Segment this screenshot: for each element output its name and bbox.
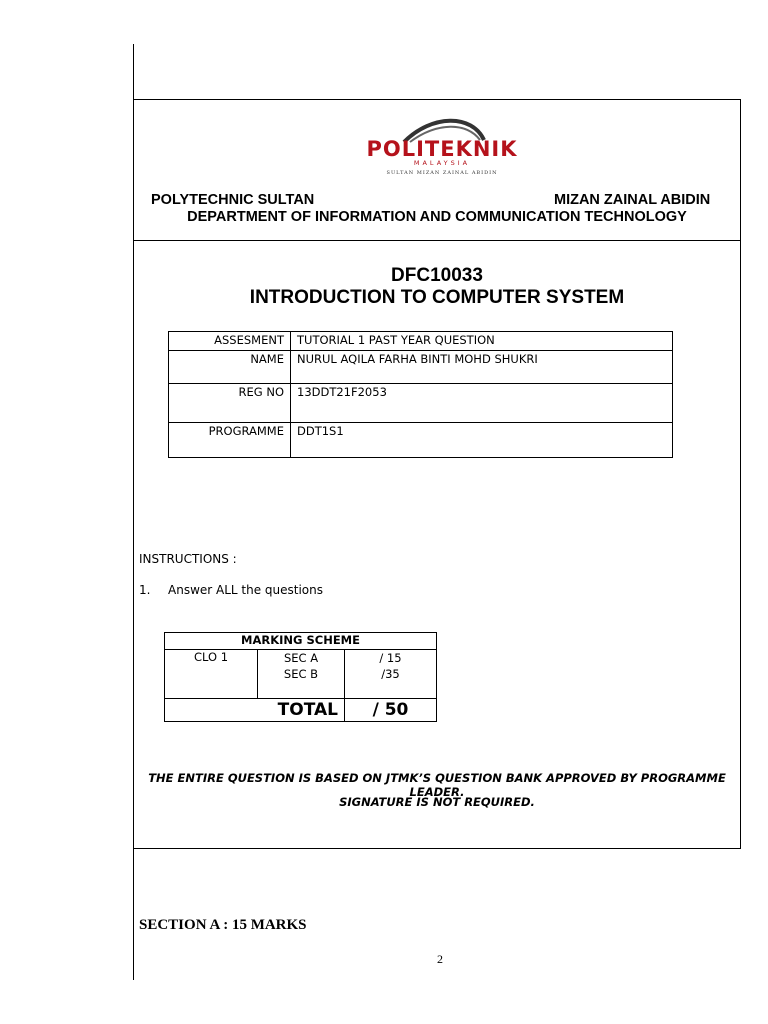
instruction-number: 1. [139, 583, 151, 597]
reg-no-value: 13DDT21F2053 [291, 384, 673, 423]
politeknik-logo [352, 112, 532, 182]
table-row [165, 633, 437, 650]
table-row [169, 384, 673, 423]
table-row [165, 650, 437, 699]
table-row [165, 699, 437, 722]
logo-tagline: SULTAN MIZAN ZAINAL ABIDIN [386, 170, 498, 176]
section-heading: SECTION A : 15 MARKS [139, 917, 307, 933]
page-number: 2 [437, 952, 443, 966]
total-value: / 50 [345, 699, 437, 722]
total-label: TOTAL [165, 699, 345, 722]
student-info-table [168, 331, 673, 458]
institution-name-right: MIZAN ZAINAL ABIDIN [554, 192, 711, 208]
name-value: NURUL AQILA FARHA BINTI MOHD SHUKRI [291, 351, 673, 384]
header-divider [133, 240, 741, 241]
logo-text: POLITEKNIK [366, 137, 518, 161]
department-name: DEPARTMENT OF INFORMATION AND COMMUNICATION TECHNOLOGY [187, 209, 687, 225]
table-row [169, 423, 673, 458]
logo-subtext: MALAYSIA [413, 159, 471, 167]
question-bank-note: THE ENTIRE QUESTION IS BASED ON JTMK’S QUESTION BANK APPROVED BY PROGRAMME LEADER. [148, 771, 726, 799]
marking-scheme-table [164, 632, 437, 722]
section-a-score: / 15 [379, 651, 402, 665]
clo-label: CLO 1 [165, 650, 258, 699]
assessment-value: TUTORIAL 1 PAST YEAR QUESTION [291, 332, 673, 351]
instruction-text: Answer ALL the questions [168, 583, 324, 597]
course-name: INTRODUCTION TO COMPUTER SYSTEM [249, 287, 625, 308]
instructions-heading: INSTRUCTIONS : [139, 552, 237, 566]
section-scores [345, 650, 437, 699]
institution-name-left: POLYTECHNIC SULTAN [151, 192, 315, 208]
reg-no-label: REG NO [169, 384, 291, 423]
course-code: DFC10033 [391, 265, 483, 286]
name-label: NAME [169, 351, 291, 384]
section-b-score: /35 [381, 667, 400, 681]
table-row [169, 351, 673, 384]
section-b-label: SEC B [283, 667, 319, 681]
programme-value: DDT1S1 [291, 423, 673, 458]
section-a-label: SEC A [283, 651, 319, 665]
assessment-label: ASSESMENT [169, 332, 291, 351]
table-row [169, 332, 673, 351]
programme-label: PROGRAMME [169, 423, 291, 458]
section-labels [258, 650, 345, 699]
signature-note: SIGNATURE IS NOT REQUIRED. [339, 795, 535, 809]
marking-scheme-title: MARKING SCHEME [165, 633, 437, 650]
